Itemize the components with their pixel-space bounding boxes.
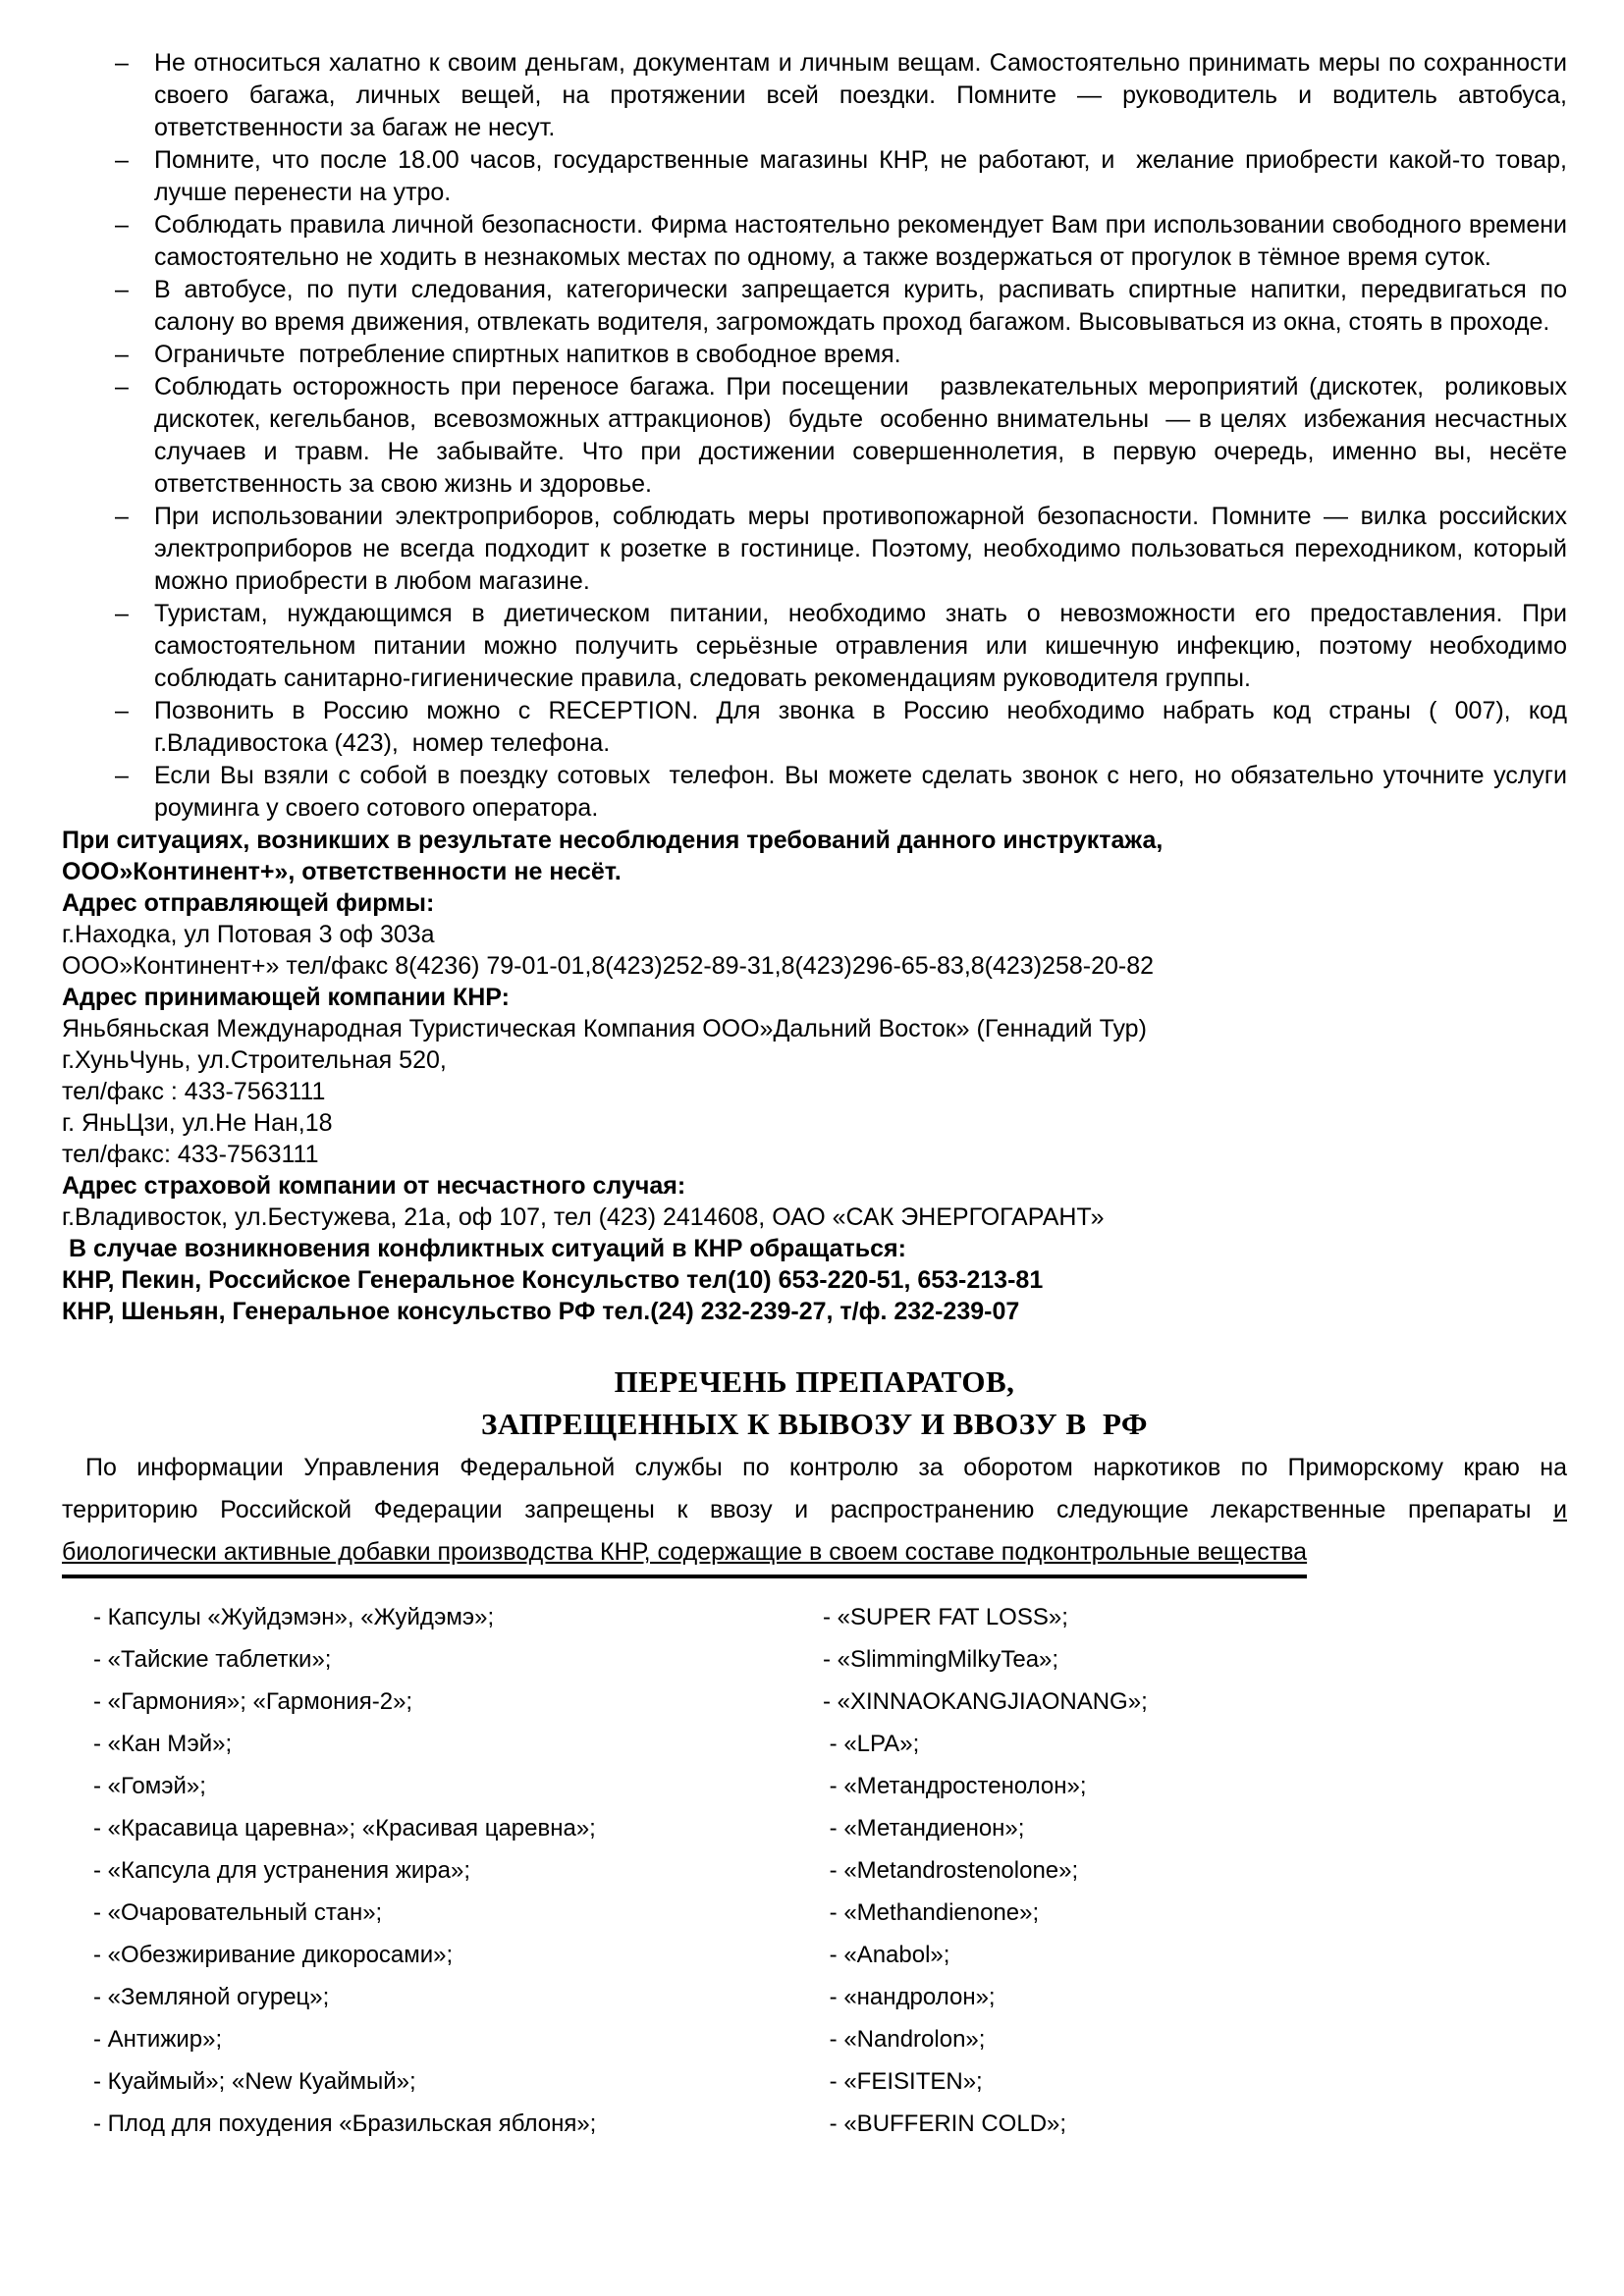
drug-name-right: - «Nandrolon»; — [823, 2026, 986, 2053]
dash-bullet-marker: – — [115, 49, 129, 77]
liability-notice — [62, 825, 1567, 887]
intro-line-2-text: территорию Российской Федерации запрещены к ввозу и распространению следующие лекарственные препараты — [62, 1496, 1532, 1523]
dash-bullet-marker: – — [115, 341, 129, 368]
instruction-text: Если Вы взяли с собой в поездку сотовых телефон. Вы можете сделать звонок с него, но обязательно уточните услуги роуминга у своего сотового оператора. — [154, 762, 1574, 822]
instruction-text: При использовании электроприборов, соблюдать меры противопожарной безопасности. Помните — вилка российских электроприборов не всегда подходит к розетке в гостинице. Поэтому, необходимо пользоваться переходником, который можно приобрести в любом магазине. — [154, 503, 1574, 595]
drug-row — [62, 1596, 1567, 1638]
instruction-item — [62, 274, 1574, 339]
address-line: г.Находка, ул Потовая 3 оф 303а — [62, 921, 435, 948]
dash-bullet-marker: – — [115, 211, 129, 239]
instruction-text: Помните, что после 18.00 часов, государственные магазины КНР, не работают, и желание приобрести какой-то товар, лучше перенести на утро. — [154, 146, 1574, 206]
instruction-item — [62, 501, 1574, 598]
drug-row — [62, 1934, 1567, 1976]
drug-row — [62, 1723, 1567, 1765]
intro-line-3 — [62, 1531, 1567, 1578]
instruction-item — [62, 209, 1574, 274]
address-line: Адрес отправляющей фирмы: — [62, 889, 435, 917]
address-line: КНР, Шеньян, Генеральное консульство РФ тел.(24) 232-239-27, т/ф. 232-239-07 — [62, 1298, 1020, 1325]
prohibited-drugs-list — [62, 1596, 1567, 2145]
section-title-line-2: ЗАПРЕЩЕННЫХ К ВЫВОЗУ И ВВОЗУ В РФ — [480, 1407, 1149, 1441]
instruction-text: Туристам, нуждающимся в диетическом питании, необходимо знать о невозможности его предоставления. При самостоятельном питании можно получить серьёзные отравления или кишечную инфекцию, поэтому необходимо соблюдать санитарно-гигиенические правила, следовать рекомендациям руководителя группы. — [154, 600, 1574, 692]
intro-line-1: По информации Управления Федеральной службы по контролю за оборотом наркотиков по Приморскому краю на — [85, 1454, 1567, 1481]
drug-name-right: - «BUFFERIN COLD»; — [823, 2110, 1067, 2137]
drug-row — [62, 2060, 1567, 2103]
intro-paragraph — [62, 1447, 1567, 1578]
address-block — [62, 887, 1567, 1327]
dash-bullet-marker: – — [115, 276, 129, 303]
address-line: г.ХуньЧунь, ул.Строительная 520, — [62, 1046, 447, 1074]
drug-row — [62, 1892, 1567, 1934]
drug-row — [62, 1765, 1567, 1807]
drug-name-left: - «Капсула для устранения жира»; — [93, 1857, 471, 1884]
drug-name-right: - «Metandrostenolone»; — [823, 1857, 1079, 1884]
instruction-item — [62, 760, 1574, 825]
address-line: г.Владивосток, ул.Бестужева, 21а, оф 107, тел (423) 2414608, ОАО «САК ЭНЕРГОГАРАНТ» — [62, 1203, 1105, 1231]
instruction-text: В автобусе, по пути следования, категорически запрещается курить, распивать спиртные напитки, передвигаться по салону во время движения, отвлекать водителя, загромождать проход багажом. Высовываться из окна, стоять в проходе. — [154, 276, 1574, 336]
drug-row — [62, 2018, 1567, 2060]
dash-bullet-marker: – — [115, 697, 129, 724]
drug-name-left: - «Земляной огурец»; — [93, 1984, 330, 2010]
drug-row — [62, 1681, 1567, 1723]
drug-name-left: - «Обезжиривание дикоросами»; — [93, 1942, 454, 1968]
instruction-item — [62, 47, 1574, 144]
underlined-ruled-text: биологически активные добавки производства КНР, содержащие в своем составе подконтрольные вещества — [62, 1536, 1307, 1578]
drug-name-right: - «FEISITEN»; — [823, 2068, 983, 2095]
address-line: тел/факс : 433-7563111 — [62, 1078, 326, 1105]
drug-name-right: - «Anabol»; — [823, 1942, 950, 1968]
instruction-text: Ограничьте потребление спиртных напитков в свободное время. — [154, 341, 901, 368]
address-line: Яньбяньская Международная Туристическая Компания ООО»Дальний Восток» (Геннадий Тур) — [62, 1015, 1147, 1042]
drug-name-left: - «Красавица царевна»; «Красивая царевна»; — [93, 1815, 596, 1842]
drug-name-left: - «Кан Мэй»; — [93, 1731, 233, 1757]
intro-line-2 — [62, 1489, 1567, 1531]
dash-bullet-marker: – — [115, 600, 129, 627]
instruction-item — [62, 144, 1574, 209]
drug-name-right: - «SUPER FAT LOSS»; — [823, 1604, 1068, 1630]
dash-bullet-marker: – — [115, 762, 129, 789]
instruction-item — [62, 371, 1581, 501]
instruction-text: Позвонить в Россию можно с RECEPTION. Для звонка в Россию необходимо набрать код страны ( 007), код г.Владивостока (423), номер телефона. — [154, 697, 1574, 757]
drug-name-left: - Плод для похудения «Бразильская яблоня»; — [93, 2110, 597, 2137]
drug-name-right: - «Метандростенолон»; — [823, 1773, 1087, 1799]
address-line: тел/факс: 433-7563111 — [62, 1141, 319, 1168]
drug-name-left: - «Тайские таблетки»; — [93, 1646, 332, 1673]
drug-name-left: - Куаймый»; «New Куаймый»; — [93, 2068, 416, 2095]
dash-bullet-marker: – — [115, 373, 129, 400]
drug-name-right: - «Метандиенон»; — [823, 1815, 1025, 1842]
drug-row — [62, 2103, 1567, 2145]
address-line: В случае возникновения конфликтных ситуаций в КНР обращаться: — [62, 1235, 906, 1262]
section-title — [62, 1361, 1567, 1445]
section-title-line-1: ПЕРЕЧЕНЬ ПРЕПАРАТОВ, — [614, 1364, 1015, 1399]
drug-row — [62, 1849, 1567, 1892]
dash-bullet-marker: – — [115, 146, 129, 174]
instruction-text: Соблюдать правила личной безопасности. Фирма настоятельно рекомендует Вам при использовании свободного времени самостоятельно не ходить в незнакомых местах по одному, а также воздержаться от прогулок в тёмное время суток. — [154, 211, 1574, 271]
underlined-word: и — [1553, 1496, 1567, 1523]
address-line: Адрес принимающей компании КНР: — [62, 984, 510, 1011]
drug-name-right: - «XINNAOKANGJIAONANG»; — [823, 1688, 1148, 1715]
address-line: ООО»Континент+» тел/факс 8(4236) 79-01-01,8(423)252-89-31,8(423)296-65-83,8(423)258-20-82 — [62, 952, 1155, 980]
drug-name-right: - «SlimmingMilkyTea»; — [823, 1646, 1059, 1673]
address-line: г. ЯньЦзи, ул.Не Нан,18 — [62, 1109, 333, 1137]
drug-name-right: - «LPA»; — [823, 1731, 920, 1757]
drug-row — [62, 1976, 1567, 2018]
instruction-text: Не относиться халатно к своим деньгам, документам и личным вещам. Самостоятельно принимать меры по сохранности своего багажа, личных вещей, на протяжении всей поездки. Помните — руководитель и водитель автобуса, ответственности за багаж не несут. — [154, 49, 1574, 141]
instruction-list — [62, 47, 1581, 825]
address-line: КНР, Пекин, Российское Генеральное Консульство тел(10) 653-220-51, 653-213-81 — [62, 1266, 1044, 1294]
drug-name-left: - «Гомэй»; — [93, 1773, 206, 1799]
drug-name-left: - Капсулы «Жуйдэмэн», «Жуйдэмэ»; — [93, 1604, 495, 1630]
notice-line: ООО»Континент+», ответственности не несёт. — [62, 858, 622, 885]
drug-name-right: - «нандролон»; — [823, 1984, 996, 2010]
drug-row — [62, 1807, 1567, 1849]
address-line: Адрес страховой компании от несчастного случая: — [62, 1172, 686, 1200]
notice-line: При ситуациях, возникших в результате несоблюдения требований данного инструктажа, — [62, 827, 1164, 854]
drug-name-left: - «Гармония»; «Гармония-2»; — [93, 1688, 413, 1715]
drug-row — [62, 1638, 1567, 1681]
instruction-item — [62, 339, 1567, 371]
dash-bullet-marker: – — [115, 503, 129, 530]
instruction-text: Соблюдать осторожность при переносе багажа. При посещении развлекательных мероприятий (дискотек, роликовых дискотек, кегельбанов, всевозможных аттракционов) будьте особенно внимательны — в целях избежания несчастных случаев и травм. Не забывайте. Что при достижении совершеннолетия, в первую очередь, именно вы, несёте ответственность за свою жизнь и здоровье. — [154, 373, 1581, 498]
drug-name-left: - Антижир»; — [93, 2026, 223, 2053]
instruction-item — [62, 598, 1574, 695]
drug-name-right: - «Methandienone»; — [823, 1899, 1040, 1926]
drug-name-left: - «Очаровательный стан»; — [93, 1899, 383, 1926]
instruction-item — [62, 695, 1574, 760]
